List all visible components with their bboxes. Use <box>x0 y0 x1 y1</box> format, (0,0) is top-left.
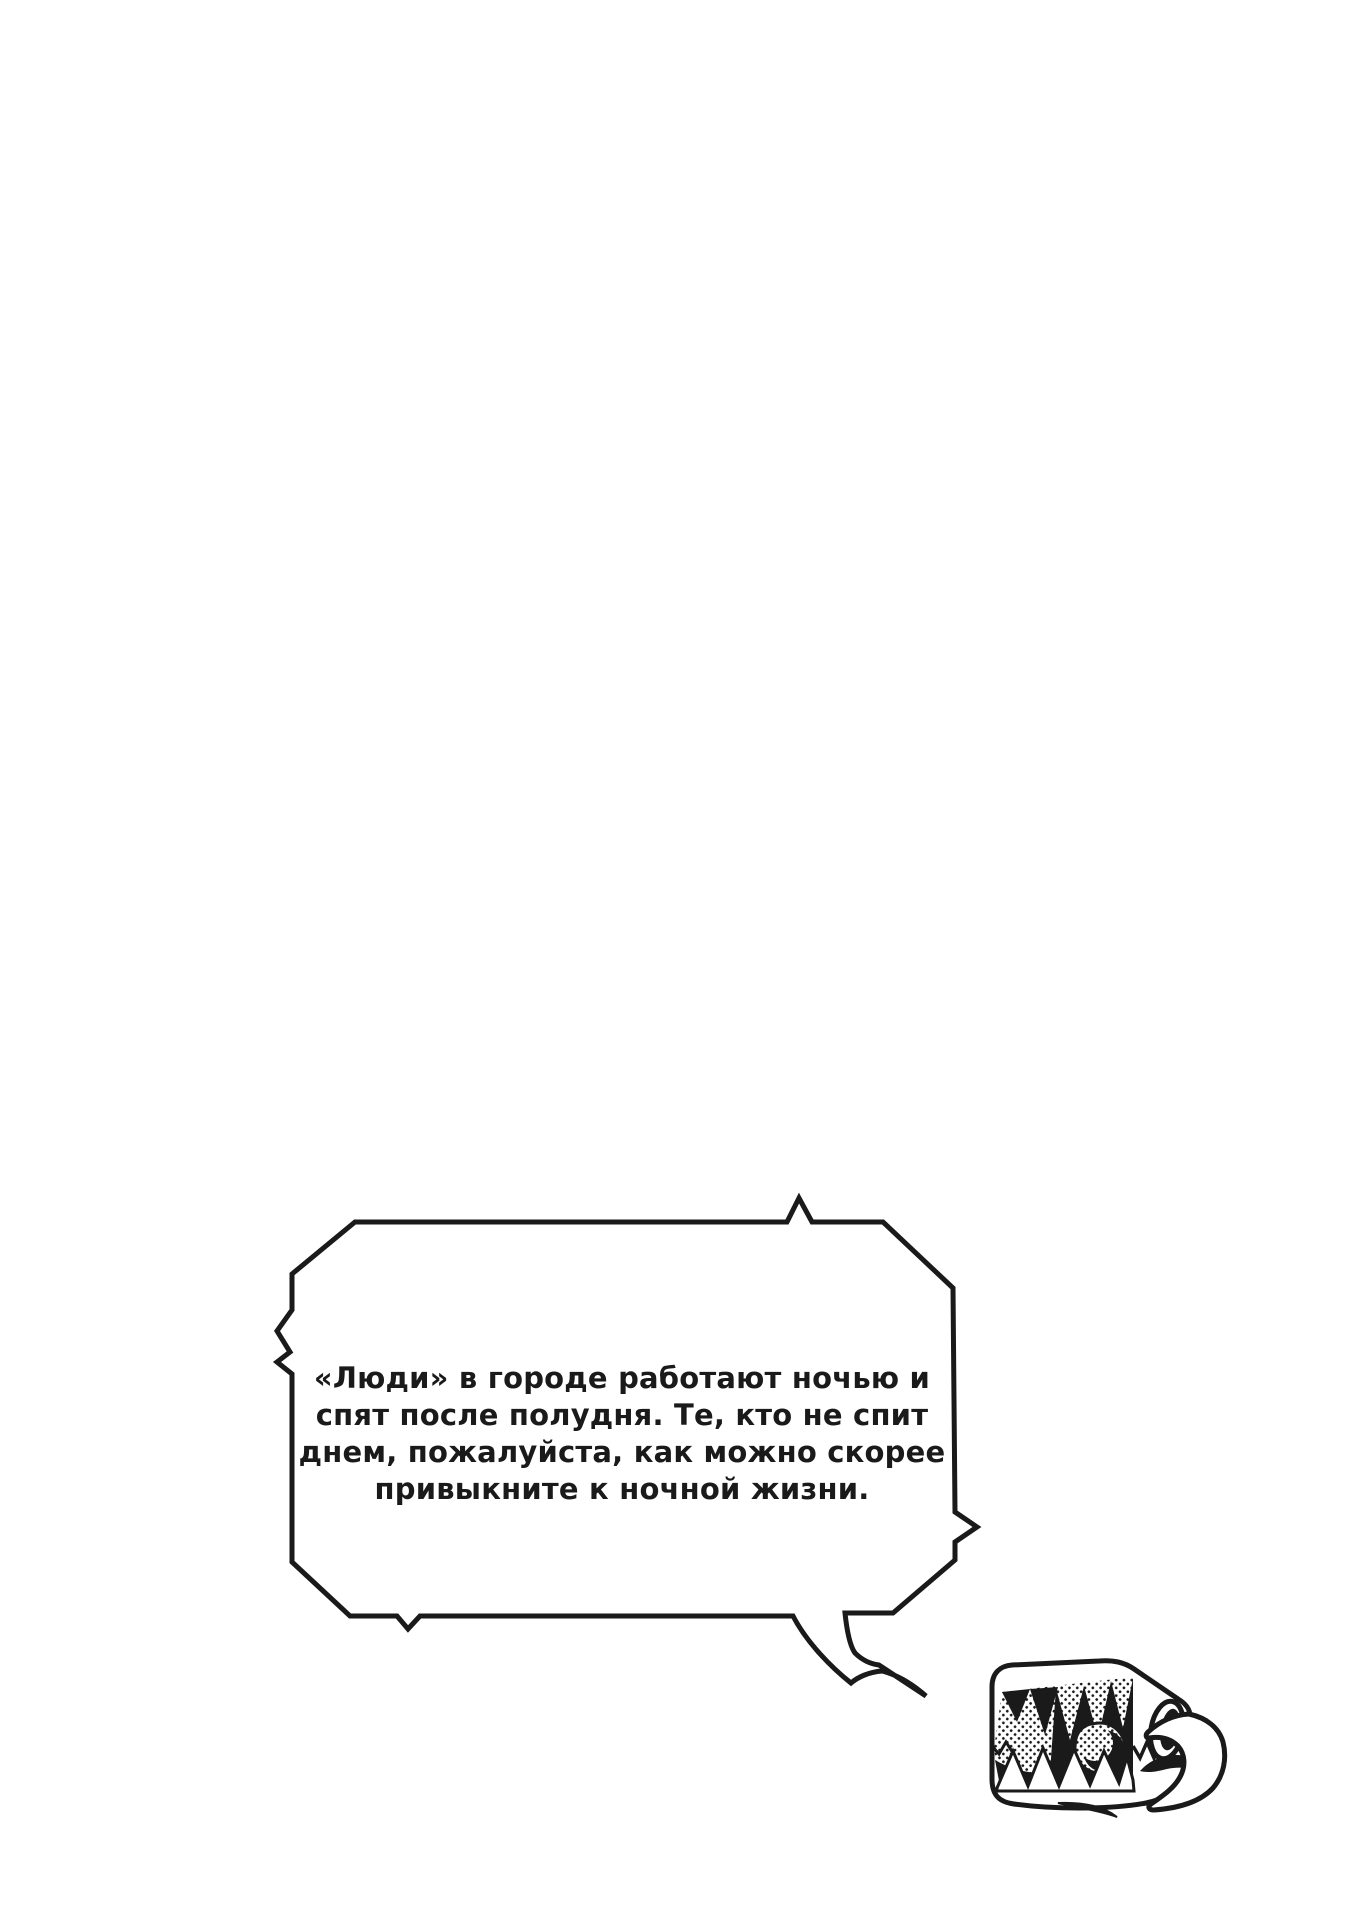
bubble-text-line: днем, пожалуйста, как можно скорее <box>298 1435 946 1469</box>
bubble-text-line: привыкните к ночной жизни. <box>374 1472 870 1506</box>
bubble-text-line: спят после полудня. Те, кто не спит <box>315 1398 929 1432</box>
monster-head-icon <box>991 1661 1225 1817</box>
speech-bubble-text <box>252 1360 992 1508</box>
bubble-text-line: «Люди» в городе работают ночью и <box>313 1361 931 1395</box>
